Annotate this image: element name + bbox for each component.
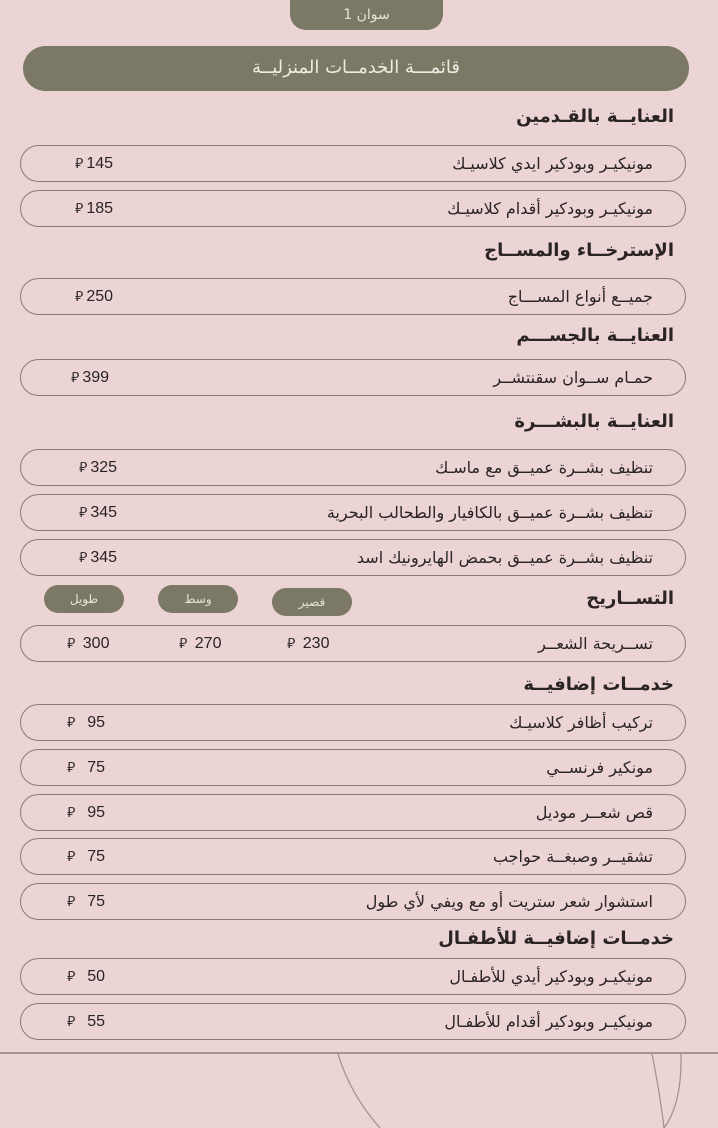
service-name: استشوار شعر ستريت أو مع ويفي لأي طول <box>365 892 653 911</box>
riyal-icon: ⃁ <box>67 968 76 984</box>
service-price: ⃁ 95 <box>67 705 105 740</box>
service-price: ⃁ 75 <box>67 750 105 785</box>
riyal-icon: ⃁ <box>67 1013 76 1029</box>
service-price: ⃁ 145 <box>75 146 113 181</box>
service-row <box>20 539 686 576</box>
service-row <box>20 704 686 741</box>
service-price: ⃁ 399 <box>71 360 109 395</box>
service-row <box>20 494 686 531</box>
service-name: مونيكيـر وبودكير أيدي للأطفـال <box>449 967 653 986</box>
service-row <box>20 359 686 396</box>
riyal-icon: ⃁ <box>67 714 76 730</box>
service-row <box>20 190 686 227</box>
service-name: مونيكيـر وبودكير ايدي كلاسيـك <box>452 154 653 173</box>
service-price: ⃁ 75 <box>67 839 105 874</box>
page-title: قائمـــة الخدمــات المنزليــة <box>23 46 689 91</box>
riyal-icon: ⃁ <box>79 504 88 520</box>
service-price: ⃁ 55 <box>67 1004 105 1039</box>
size-medium-pill: وسط <box>158 585 238 613</box>
size-short-pill: قصير <box>272 588 352 616</box>
service-row <box>20 883 686 920</box>
service-name: تســريحة الشعــر <box>538 634 653 653</box>
service-row <box>20 958 686 995</box>
service-name: مونكير فرنســي <box>546 758 653 777</box>
service-price: ⃁ 75 <box>67 884 105 919</box>
service-price: ⃁ 50 <box>67 959 105 994</box>
section-heading-feet-care: العنايــة بالقـدمين <box>516 106 674 127</box>
price-short: ⃁ 230 <box>287 626 329 661</box>
riyal-icon: ⃁ <box>67 804 76 820</box>
riyal-icon: ⃁ <box>79 459 88 475</box>
riyal-icon: ⃁ <box>179 635 188 651</box>
service-name: مونيكيـر وبودكير أقدام للأطفـال <box>444 1012 653 1031</box>
decorative-lines-icon <box>0 1054 718 1128</box>
service-name: تنظيف بشــرة عميــق بالكافيار والطحالب البحرية <box>326 503 653 522</box>
service-row <box>20 145 686 182</box>
service-row <box>20 838 686 875</box>
service-row <box>20 278 686 315</box>
riyal-icon: ⃁ <box>67 635 76 651</box>
service-name: تنظيف بشــرة عميــق مع ماسـك <box>435 458 653 477</box>
service-row <box>20 449 686 486</box>
branch-label: سوان 1 <box>290 0 443 30</box>
service-price: ⃁ 250 <box>75 279 113 314</box>
service-price: ⃁ 345 <box>79 540 117 575</box>
section-heading-kids: خدمــات إضافيــة للأطفـال <box>438 928 674 949</box>
service-name: تشقيــر وصبغــة حواجب <box>492 847 653 866</box>
riyal-icon: ⃁ <box>71 369 80 385</box>
section-heading-hairstyles: التســاريح <box>586 588 674 609</box>
price-long: ⃁ 300 <box>67 626 109 661</box>
section-heading-body-care: العنايــة بالجســـم <box>516 325 674 346</box>
service-name: مونيكيـر وبودكير أقدام كلاسيـك <box>447 199 653 218</box>
service-row <box>20 625 686 662</box>
section-heading-additional: خدمــات إضافيــة <box>523 674 674 695</box>
riyal-icon: ⃁ <box>79 549 88 565</box>
service-name: جميــع أنواع المســـاج <box>507 287 653 306</box>
riyal-icon: ⃁ <box>75 155 84 171</box>
size-long-pill: طويل <box>44 585 124 613</box>
service-price: ⃁ 345 <box>79 495 117 530</box>
riyal-icon: ⃁ <box>75 288 84 304</box>
service-row <box>20 1003 686 1040</box>
service-name: قص شعــر موديل <box>535 803 653 822</box>
riyal-icon: ⃁ <box>67 759 76 775</box>
riyal-icon: ⃁ <box>67 848 76 864</box>
service-name: تركيب أظافر كلاسيـك <box>509 713 653 732</box>
price-medium: ⃁ 270 <box>179 626 221 661</box>
service-price: ⃁ 185 <box>75 191 113 226</box>
service-row <box>20 794 686 831</box>
section-heading-skin-care: العنايــة بالبشـــرة <box>514 411 674 432</box>
service-name: حمـام ســوان سقنتشــر <box>493 368 653 387</box>
riyal-icon: ⃁ <box>287 635 296 651</box>
section-heading-massage: الإسترخــاء والمســاج <box>484 240 674 261</box>
riyal-icon: ⃁ <box>75 200 84 216</box>
service-price: ⃁ 325 <box>79 450 117 485</box>
service-row <box>20 749 686 786</box>
service-price: ⃁ 95 <box>67 795 105 830</box>
riyal-icon: ⃁ <box>67 893 76 909</box>
service-name: تنظيف بشــرة عميــق بحمض الهايرونيك اسد <box>356 548 653 567</box>
